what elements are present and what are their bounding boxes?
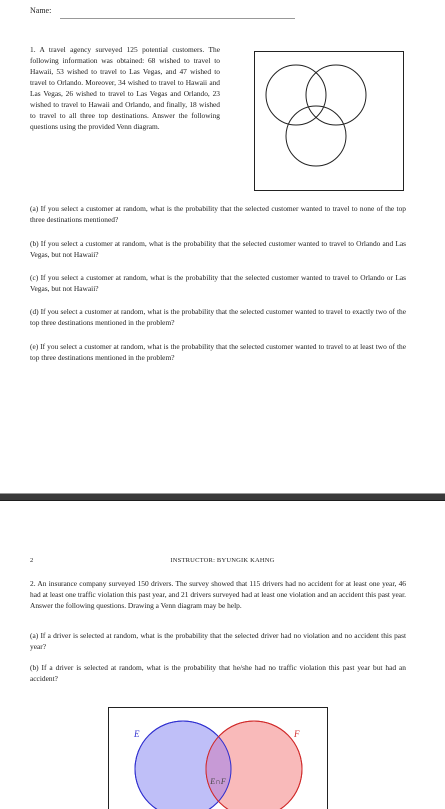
venn-circle-bottom: [286, 106, 346, 166]
name-label: Name:: [30, 6, 52, 15]
question-1d: (d) If you select a customer at random, what is the probability that the selected customer wanted to travel to exactly two of the top three destinations mentioned in the problem?: [30, 307, 406, 327]
instructor-header: INSTRUCTOR: BYUNGIK KAHNG: [170, 557, 275, 564]
page-2: [0, 501, 445, 809]
venn-label-e: E: [134, 729, 140, 739]
question-1b: (b) If you select a customer at random, what is the probability that the selected customer wanted to travel to Orlando and Las Vegas, but not Hawaii?: [30, 239, 406, 259]
venn-circle-left: [266, 65, 326, 125]
question-1c: (c) If you select a customer at random, what is the probability that the selected customer wanted to travel to Orlando or Las Vegas, but not Hawaii?: [30, 273, 406, 293]
problem-1-text: 1. A travel agency surveyed 125 potential customers. The following information was obtained: 68 wished to travel to Hawaii, 53 wished to travel to Las Vegas, and 47 wished to travel to Orlando. Moreover, 34 wished to travel to Hawaii and Las Vegas, 26 wished to travel to Las Vegas and Orlando, 23 wished to travel to Hawaii and Orlando, and finally, 18 wished to travel to all three top destinations. Answer the following questions using the provided Venn diagram.: [30, 45, 220, 131]
problem-2-text: 2. An insurance company surveyed 150 drivers. The survey showed that 115 drivers had no accident for at least one year, 46 had at least one traffic violation this past year, and 21 drivers surveyed had at least one violation and an accident this past year. Answer the following questions. Drawing a Venn diagram may be help.: [30, 579, 406, 610]
question-2b: (b) If a driver is selected at random, what is the probability that he/she had no traffic violation this past year but had an accident?: [30, 663, 406, 683]
name-line: [60, 18, 295, 19]
venn-label-f: F: [294, 729, 300, 739]
venn-diagram-two-sets: [108, 707, 328, 809]
venn-label-intersection: E∩F: [210, 777, 226, 786]
page-number: 2: [30, 557, 34, 564]
page-separator: [0, 493, 445, 501]
question-1e: (e) If you select a customer at random, what is the probability that the selected customer wanted to travel to at least two of the top three destinations mentioned in the problem?: [30, 342, 406, 362]
question-1a: (a) If you select a customer at random, what is the probability that the selected customer wanted to travel to none of the top three destinations mentioned?: [30, 204, 406, 224]
question-2a: (a) If a driver is selected at random, what is the probability that the selected driver had no violation and no accident this past year?: [30, 631, 406, 651]
venn-diagram-three-sets: [254, 51, 404, 191]
venn-circle-right: [306, 65, 366, 125]
